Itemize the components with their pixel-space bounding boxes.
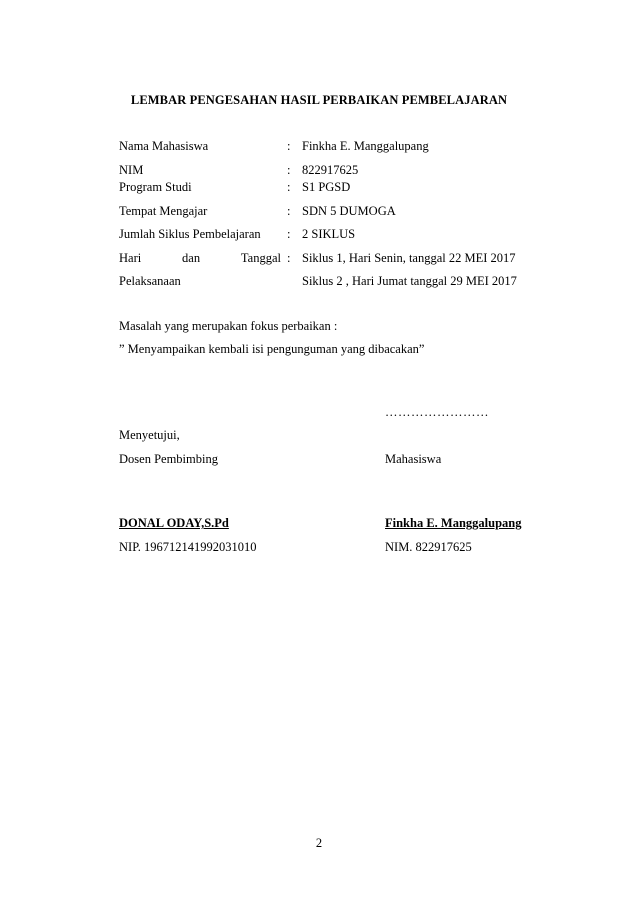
page-title: LEMBAR PENGESAHAN HASIL PERBAIKAN PEMBELAJARAN	[130, 93, 508, 107]
problem-text: ” Menyampaikan kembali isi pengunguman yang dibacakan”	[119, 342, 425, 356]
problem-label: Masalah yang merupakan fokus perbaikan :	[119, 319, 338, 333]
field-value-jumlah-siklus: 2 SIKLUS	[302, 227, 356, 241]
date-placeholder: ……………………	[385, 405, 489, 419]
field-label-hari-tanggal	[119, 251, 281, 266]
left-signatory-name: DONAL ODAY,S.Pd	[119, 516, 229, 530]
field-colon: :	[287, 180, 291, 194]
field-label-nim: NIM	[119, 163, 144, 177]
page-number: 2	[315, 836, 323, 850]
field-label-pelaksanaan: Pelaksanaan	[119, 274, 181, 288]
left-signatory-id: NIP. 196712141992031010	[119, 540, 257, 554]
field-colon: :	[287, 227, 291, 241]
right-signatory-id: NIM. 822917625	[385, 540, 472, 554]
field-label-tempat-mengajar: Tempat Mengajar	[119, 204, 208, 218]
schedule-line-1: Siklus 1, Hari Senin, tanggal 22 MEI 2017	[302, 251, 516, 265]
field-colon: :	[287, 139, 291, 153]
label-word: Tanggal	[240, 251, 281, 265]
schedule-line-2: Siklus 2 , Hari Jumat tanggal 29 MEI 2017	[302, 274, 517, 288]
right-signatory-name: Finkha E. Manggalupang	[385, 516, 522, 530]
field-value-nama: Finkha E. Manggalupang	[302, 139, 429, 153]
field-colon: :	[287, 204, 291, 218]
approved-label: Menyetujui,	[119, 428, 180, 442]
left-signatory-role: Dosen Pembimbing	[119, 452, 218, 466]
field-value-nim: 822917625	[302, 163, 359, 177]
label-word: dan	[182, 251, 201, 265]
right-signatory-role: Mahasiswa	[385, 452, 442, 466]
field-colon: :	[287, 251, 291, 265]
label-word: Hari	[119, 251, 142, 265]
field-colon: :	[287, 163, 291, 177]
field-label-program-studi: Program Studi	[119, 180, 192, 194]
field-value-tempat-mengajar: SDN 5 DUMOGA	[302, 204, 396, 218]
field-label-jumlah-siklus: Jumlah Siklus Pembelajaran	[119, 227, 261, 241]
field-label-nama: Nama Mahasiswa	[119, 139, 209, 153]
field-value-program-studi: S1 PGSD	[302, 180, 351, 194]
